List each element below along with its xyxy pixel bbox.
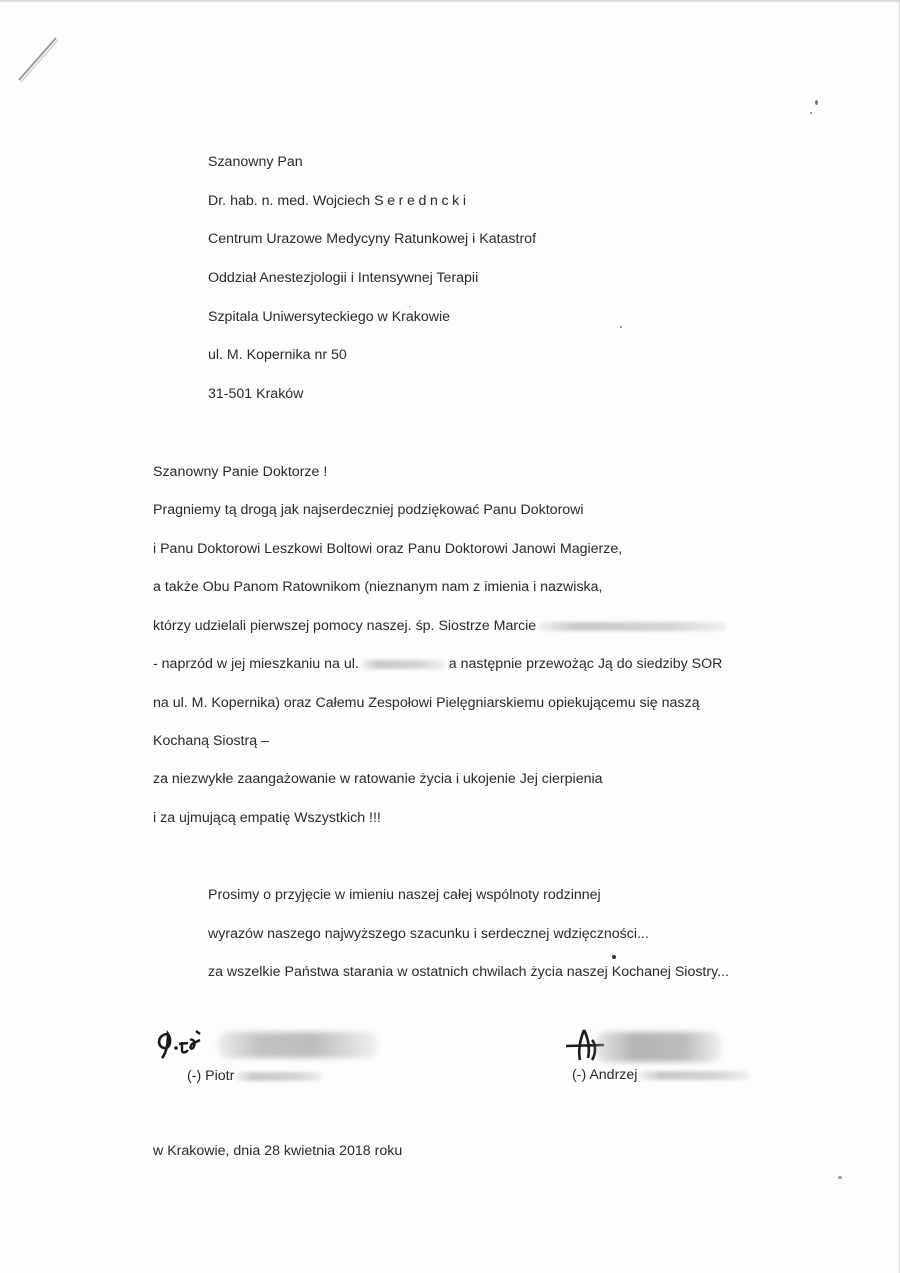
addressee-name-prefix: Dr. hab. n. med. Wojciech xyxy=(208,193,375,209)
signature-left-name: (-) Piotr xyxy=(187,1068,235,1084)
pen-stroke-mark xyxy=(16,34,60,84)
scan-speck xyxy=(612,955,616,959)
scan-speck xyxy=(815,100,818,105)
scan-speck xyxy=(620,326,622,328)
redacted-surname-left xyxy=(236,1072,322,1081)
closing-line: wyrazów naszego najwyższego szacunku i serdecznej wdzięczności... xyxy=(208,926,649,942)
redacted-signature-right xyxy=(596,1032,722,1062)
closing-line: Prosimy o przyjęcie w imieniu naszej całej wspólnoty rodzinnej xyxy=(208,887,601,903)
addressee-institution-2: Oddział Anestezjologii i Intensywnej Terapii xyxy=(208,270,479,286)
addressee-surname: Seredncki xyxy=(374,193,470,209)
body-line: i Panu Doktorowi Leszkowi Boltowi oraz Panu Doktorowi Janowi Magierze, xyxy=(153,541,623,557)
body-line: Pragniemy tą drogą jak najserdeczniej podziękować Panu Doktorowi xyxy=(153,502,584,518)
redacted-street xyxy=(361,660,445,669)
scan-speck xyxy=(409,306,410,307)
body-line: na ul. M. Kopernika) oraz Całemu Zespołowi Pielęgniarskiemu opiekującemu się naszą xyxy=(153,695,700,711)
letter-greeting: Szanowny Panie Doktorze ! xyxy=(153,464,328,480)
body-line-text: a następnie przewożąc Ją do siedziby SOR xyxy=(444,656,723,672)
addressee-institution-3: Szpitala Uniwersyteckiego w Krakowie xyxy=(208,309,451,325)
addressee-street: ul. M. Kopernika nr 50 xyxy=(208,347,347,363)
place-date: w Krakowie, dnia 28 kwietnia 2018 roku xyxy=(153,1143,403,1159)
signature-right-label xyxy=(572,1067,749,1083)
addressee-city: 31-501 Kraków xyxy=(208,386,304,402)
addressee-institution-1: Centrum Urazowe Medycyny Ratunkowej i Katastrof xyxy=(208,231,537,247)
body-line: i za ujmującą empatię Wszystkich !!! xyxy=(153,810,381,826)
redacted-surname xyxy=(538,622,726,631)
body-line-text: którzy udzielali pierwszej pomocy naszej. śp. Siostrze Marcie xyxy=(153,618,537,634)
closing-line: za wszelkie Państwa starania w ostatnich chwilach życia naszej Kochanej Siostry... xyxy=(208,964,729,980)
addressee-name xyxy=(208,193,470,209)
scan-speck xyxy=(810,112,812,114)
body-line: za niezwykłe zaangażowanie w ratowanie życia i ukojenie Jej cierpienia xyxy=(153,771,603,787)
body-line-text: - naprzód w jej mieszkaniu na ul. xyxy=(153,656,359,672)
body-line: a także Obu Panom Ratownikom (nieznanym nam z imienia i nazwiska, xyxy=(153,579,603,595)
signature-left-label xyxy=(187,1068,322,1084)
redacted-signature-left xyxy=(218,1032,378,1058)
addressee-salutation: Szanowny Pan xyxy=(208,154,303,170)
signature-right-name: (-) Andrzej xyxy=(572,1067,638,1083)
body-line-with-redaction xyxy=(153,656,722,672)
redacted-surname-right xyxy=(639,1071,749,1080)
scan-top-edge xyxy=(0,0,900,3)
scan-speck xyxy=(838,1176,842,1179)
body-line-with-redaction xyxy=(153,618,726,634)
signature-left-handwriting xyxy=(152,1026,222,1062)
body-line: Kochaną Siostrą – xyxy=(153,733,269,749)
